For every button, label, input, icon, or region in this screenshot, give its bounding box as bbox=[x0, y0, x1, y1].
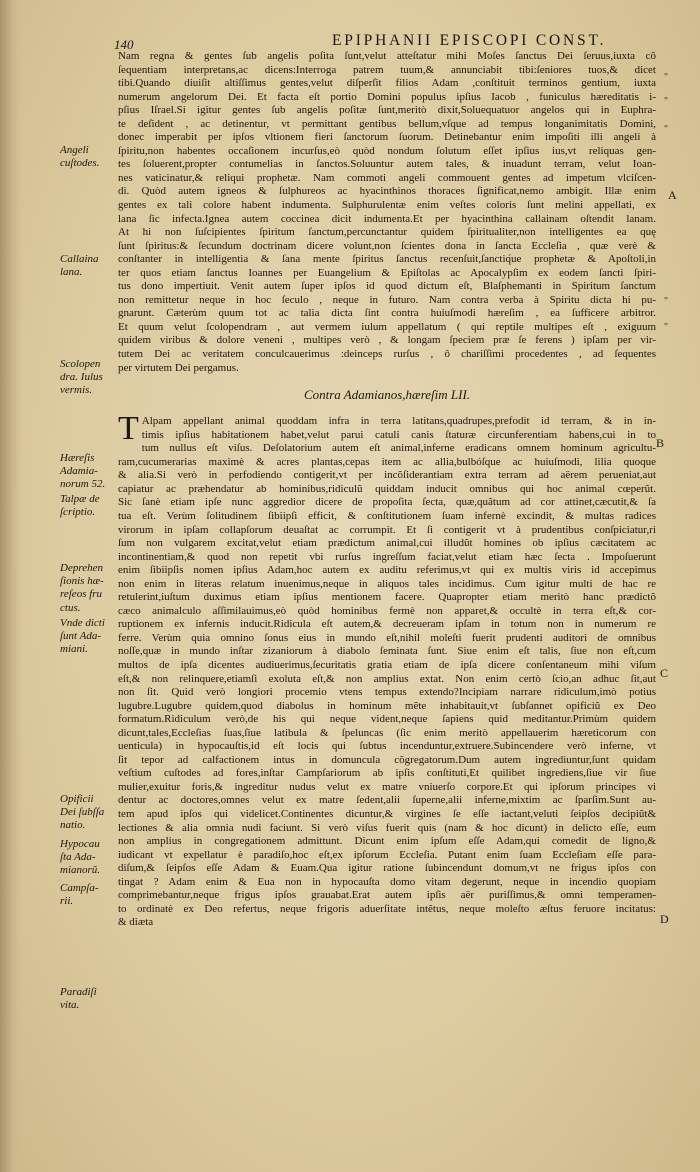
text-line: ſpiritu,non habentes occaſionem incurſus,eò quòd nondum ſolutum eſſet ipſius ius,vt reliquas gen- bbox=[118, 144, 656, 157]
drop-cap-letter: T bbox=[118, 410, 139, 448]
gloss-vnde bbox=[60, 617, 118, 657]
text-line: gentes ex tali colore habent indumenta. Sulphurulentæ enim veſtes coloris ſunt melini appellati, ex bbox=[118, 199, 656, 212]
gloss-line: dra. Iulus bbox=[60, 371, 103, 384]
text-line: formatum.Ridiculum verò,de his qui neque vident,neque ſapiens quid meditantur.Primùm quidem bbox=[118, 713, 656, 726]
text-line: ſunt ſpiritus:& ſecundum doctrinam dicere volunt,non ſcientes dona in ſancta Eccleſia , quæ verè & bbox=[118, 239, 656, 252]
gloss-line: reſeos fru bbox=[60, 588, 103, 601]
gloss-line: ſta Ada- bbox=[60, 851, 96, 864]
text-line: lana ſic infecta.Ignea autem coccinea dicit indumenta.Et per hyacinthina callainam oſtendit lanam. bbox=[118, 212, 656, 225]
text-line: di. Quòd autem igneos & ſulphureos ac hyacinthinos thoraces ſignificat,nemo ambigit. Illæ enim bbox=[118, 185, 656, 198]
text-line: lugubre.Lugubre quidem,quod diabolus in hominum mẽte inhabitauit,vt ſubſannet opificiũ ex Deo bbox=[118, 699, 656, 712]
gloss-line: Opificii bbox=[60, 793, 94, 805]
gloss-line: Scolopen bbox=[60, 358, 101, 370]
gloss-line: cuſtodes. bbox=[60, 157, 100, 170]
text-line: ferre. Verùm quia omnino ſonus eius in mundo eſt,nihil moleſti fuerit prudenti auditori de omnibus bbox=[118, 631, 656, 644]
text-line: non amplius in congregationem admittunt. Dicunt enim ipſum eſſe Adam,qui comedit de ligno,& bbox=[118, 835, 656, 848]
text-line: dicunt,tales,Eccleſias ſuas,ſiue latibula & ſpeluncas (ſic enim meritò appellauerim hæreticorum con bbox=[118, 726, 656, 739]
text-line: ſit tepor ad calfactionem intus in domuncula cõgregatorum.Dum autem ingrediuntur,ſunt quidam bbox=[118, 753, 656, 766]
section-adamians bbox=[118, 410, 656, 930]
gloss-talpa bbox=[60, 493, 118, 519]
margin-letter-a: A bbox=[668, 188, 677, 202]
text-line: to ordinatè ex Deo refertus, neque frigoris aduerſitate intẽtus, neque moleſto æſtus feruore incitatus: bbox=[118, 902, 656, 915]
section-previous-heresy bbox=[118, 50, 656, 375]
quote-mark: " bbox=[664, 322, 668, 333]
gloss-line: rii. bbox=[60, 895, 74, 908]
gloss-line: Deprehen bbox=[60, 562, 103, 574]
text-line: & alia.Si verò in perfodiendo contigerit,vt per incõſiderantiam extra terram ad aërem perueniat,aut bbox=[118, 469, 656, 482]
text-line: conſtanter in intelligentia & ſana mente ſpiritus ſanctus recenſuit,ſanctiq́ue prophetæ & Apoſtoli,in bbox=[118, 253, 656, 266]
text-line: Et quum velut ſcolopendram , aut vermem iulum appellatum ( qui reptile multipes eſt , exiguum bbox=[118, 320, 656, 333]
text-line: lectiones & alia omnia nudi faciunt. Si verò viſus fuerit quis (nam & hoc dicunt) in delicto eſſe, eum bbox=[118, 821, 656, 834]
gloss-line: Paradiſi bbox=[60, 986, 97, 998]
text-line: te deſident , ac detinentur, vt permittant gentibus bellum,vſque ad tempus longanimitatis Domini, bbox=[118, 117, 656, 130]
gloss-hypocau bbox=[60, 838, 118, 878]
running-head: EPIPHANII EPISCOPI CONST. bbox=[332, 32, 607, 49]
text-line: Sic ſanè etiam ipſe nunc aggredior dicere de propoſita ſecta, quæ,quãtum ad cor attinet,cæcutit,& ſa bbox=[118, 496, 656, 509]
text-line: tingat ? Adam enim & Eua non in hypocauſta domo vitam degerunt, neque in incendio quopiam bbox=[118, 875, 656, 888]
gloss-line: norum 52. bbox=[60, 478, 106, 491]
page-header bbox=[100, 10, 690, 52]
text-line: iudicant vt expellatur è paradiſo,hoc eſt,ex ipſorum Eccleſia. Putant enim ſuam Eccleſiam eſſe para- bbox=[118, 848, 656, 861]
text-line: tus dono impertiuit. Venit autem ſuper ipſos id quod dictum eſt, Blaſphemanti in Spiritum ſanctum bbox=[118, 280, 656, 293]
text-line: quidem viribus & dolore veneni , multipes verò , & longam ſpeciem præ ſe ferens ) ipſam per vir- bbox=[118, 334, 656, 347]
text-line: incontinentiam,& quod non repetit vbi rurſus ingreſſum faciat,velut etiam hæc ſecta . Impoſuerunt bbox=[118, 550, 656, 563]
margin-letter-c: C bbox=[660, 666, 669, 680]
text-line: donec imperabit per ipſos vltionem fieri ſanctorum ſuorum. Detinebantur enim impoſiti illi angeli à bbox=[118, 131, 656, 144]
text-line: non enim in literas relatum inuenimus,neque in aliquos tales incidimus. Cum igitur multi de hac re bbox=[118, 577, 656, 590]
text-line: ſum non vulgarem excitat,velut etiam prædictum animal,cui illudũt homines ob ipſius cæcitatem ac bbox=[118, 537, 656, 550]
text-line: tem apud ipſos qui videlicet.Continentes dicuntur,& virgines ſe eſſe iactant,veluti ſeipſos decipiũt& bbox=[118, 807, 656, 820]
text-line: mulier,exuitur foris,& ingreditur nudus velut ex matre vniuerſo corpore.Et qui ipſorum principes vi bbox=[118, 780, 656, 793]
text-line: tes ſoluerent,propter contumelias in ſanctos.Soluuntur autem tales, & inuadunt terram, velut Ioan- bbox=[118, 158, 656, 171]
folio-number: 140 bbox=[114, 37, 134, 52]
gloss-line: ctus. bbox=[60, 601, 81, 614]
text-line: & diæta bbox=[118, 916, 154, 929]
gloss-opificii bbox=[60, 793, 118, 833]
gloss-haeresis bbox=[60, 452, 118, 492]
gloss-line: Hæreſis bbox=[60, 452, 95, 464]
text-line: non remittetur neque in hoc ſeculo , neque in futuro. Nam contra verba à Spiritu dicta hi pu- bbox=[118, 293, 656, 306]
gloss-line: ſionis hæ- bbox=[60, 575, 104, 588]
text-line: tibi.Quando diuiſit altiſſimus gentes,velut diſperſit filios Adam ,conſtituit terminos gentium, iuxta bbox=[118, 77, 656, 90]
gloss-line: Angeli bbox=[60, 144, 89, 156]
gloss-line: Campſa- bbox=[60, 882, 99, 894]
text-line: retulerint,iuſtum duximus etiam ipſius mentionem facere. Quapropter etiam meritò hanc prædictõ bbox=[118, 591, 656, 604]
text-line: dentur ac doctores,omnes velut ex matre ſedent,alii ſuperne,alii inferne,mixtim ac ſparſim.Sunt au- bbox=[118, 794, 656, 807]
text-line: Nam regna & gentes ſub angelis poſita ſunt,velut atteſtatur mihi Moſes ſanctus Dei ſeruus,iuxta cõ bbox=[118, 50, 656, 62]
text-line: tutem Dei ac veritatem conculcauerimus :deinceps rurſus , ô chariſſimi procedentes , ad ſequentes bbox=[118, 348, 656, 361]
quote-mark: " bbox=[664, 96, 668, 107]
gloss-paradisi bbox=[60, 986, 118, 1012]
text-line: comprimebantur,neque frigus ipſos grauabat.Erat autem ipſis aër puriſſimus,& omni temperamen- bbox=[118, 889, 656, 902]
text-line: gnarunt. Cæterùm quum tot ac talia dicta ſint contra huiuſmodi hæreſim , ea ſufficere arbitror. bbox=[118, 307, 656, 320]
text-line: per virtutem Dei pergamus. bbox=[118, 361, 239, 374]
text-line: veſtium cuſtodes ad fores,inſtar Campſariorum ab ipſis conſtituti,Et quilibet ingrediens,ſiue vir ſiue bbox=[118, 767, 656, 780]
gloss-line: mianorũ. bbox=[60, 864, 101, 877]
gloss-line: vermis. bbox=[60, 384, 93, 397]
text-line: noſſe,quæ in mundo inſtar zizaniorum à diabolo ſeminata ſunt. Siue enim eſt talis, ſiue non eſt,cum bbox=[118, 645, 656, 658]
text-line: ruptionem ex infernis inducit.Ridicula eſt autem,& decreueram ipſam in totum non in numerum re bbox=[118, 618, 656, 631]
gloss-deprehen bbox=[60, 562, 118, 615]
text-line: ter quos etiam ſanctus Ioannes per Euangelium & Epiſtolas ac Apocalypſim ex eodem ſancti ſpiri- bbox=[118, 266, 656, 279]
text-line: tum nullus eſt viſus. Deſolatorium autem eſt animal,inferne eradicans omnem hominum agricultu- bbox=[141, 442, 656, 455]
gloss-angeli bbox=[60, 144, 118, 170]
gloss-line: ſcriptio. bbox=[60, 506, 96, 519]
text-line: ſequentiam interpretans,ac dicens:Interroga patrem tuum,& annunciabit tibi:ſeniores tuos,& dicet bbox=[118, 63, 656, 76]
gloss-line: Callaina bbox=[60, 253, 99, 265]
text-line: eſt,& non relinquere,etiamſi exoluta eſt,& non amplius extat. Non enim certò ſcio,an adhuc ſit,aut bbox=[118, 672, 656, 685]
margin-letter-d: D bbox=[660, 912, 669, 926]
gloss-scolopendra bbox=[60, 358, 118, 398]
quote-mark: " bbox=[664, 72, 668, 83]
text-line: Alpam appellant animal quoddam infra in terra latitans,quadrupes,prefodit id terram, & in in- bbox=[141, 415, 656, 428]
quote-mark: " bbox=[664, 296, 668, 307]
gloss-line: vita. bbox=[60, 999, 80, 1012]
text-line: ram,cucumerarias maximè & acres plantas,cepas item ac allia,bulbóſque ac huiuſmodi, lilia quoque bbox=[118, 455, 656, 468]
gloss-line: Vnde dicti bbox=[60, 617, 105, 629]
gloss-line: natio. bbox=[60, 819, 86, 832]
text-line: pſius Iſrael.Si igitur gentes ſub angelis poſitæ ſunt,meritò dixit,Soluequatuor angelos qui in Euphra- bbox=[118, 104, 656, 117]
gloss-line: lana. bbox=[60, 266, 83, 279]
text-line: At hi non ſuſcipientes ſpiritum ſanctum,percunctantur quidem ſpiritualiter,non intelligentes ea quę bbox=[118, 226, 656, 239]
section-heading: Contra Adamianos,hæreſim LII. bbox=[303, 387, 471, 403]
text-line: virorum in ipſam collapſorum deuaſtat ac corrumpit. Et ſi contigerit vt à prudentibus conſpiciatur,ri bbox=[118, 523, 656, 536]
text-line: enim ſibiipſis nomen ipſius Adam,hoc autem ex auditu referimus,vt qui ex multis viris id accepimus bbox=[118, 564, 656, 577]
gloss-line: Dei ſubſſa bbox=[60, 806, 105, 819]
gloss-line: Hypocau bbox=[60, 838, 100, 850]
text-line: nes vaticinatur,& reliqui prophetæ. Nam commoti angeli commouent gentes ad impetum vlciſcen- bbox=[118, 171, 656, 184]
text-line: numerum angelorum Dei. Et facta eſt portio Domini populus ipſius Iacob , funiculus hæreditatis i- bbox=[118, 90, 656, 103]
gloss-line: ſunt Ada- bbox=[60, 630, 102, 643]
text-line: capiatur ac præhendatur ab hominibus,ridiculũ quiddam inducit omnibus qui hoc animal cœperũt. bbox=[118, 482, 656, 495]
gloss-line: Adamia- bbox=[60, 465, 98, 478]
text-line: diſum,& ſeipſos eſſe Adam & Euam.Qua igitur ratione ſubincendunt domum,vt ne frigus ipſos con bbox=[118, 862, 656, 875]
gloss-line: miani. bbox=[60, 643, 88, 656]
text-line: timis ipſius habitationem habet,velut parui catuli canis ſtaturæ circunferentiam habens,cui in to bbox=[141, 428, 656, 441]
page-gutter-shadow bbox=[0, 0, 22, 1172]
text-line: cæco animalculo aſſimilauimus,eò quòd hominibus fermè non apparet,& occultè in terra eſt,& cor- bbox=[118, 604, 656, 617]
gloss-campsa bbox=[60, 882, 118, 908]
gloss-line: Talpæ de bbox=[60, 493, 100, 505]
text-body bbox=[118, 50, 656, 930]
text-line: multos de ipſa dicentes audiuerimus,ſecuritatis gratia etiam de ipſa dicere conſentaneum mihi viſum bbox=[118, 658, 656, 671]
text-line: non ſit. Quid verò longiori procemio vtens tempus extendo?Incipiam narrare ridiculum,imò potius bbox=[118, 686, 656, 699]
margin-letter-b: B bbox=[656, 436, 665, 450]
text-line: uenticula) in hypocauſtis,id eſt locis qui ſubtus incenduntur,extruere.Subincendere verò inferne, vt bbox=[118, 740, 656, 753]
quote-mark: " bbox=[664, 124, 668, 135]
text-line: tua eſt. Verùm ſolitudinem ſibiipſi efficit, & conſtitutionem ſuam infernè excindit, & multas radices bbox=[118, 509, 656, 522]
gloss-callaina bbox=[60, 253, 118, 279]
